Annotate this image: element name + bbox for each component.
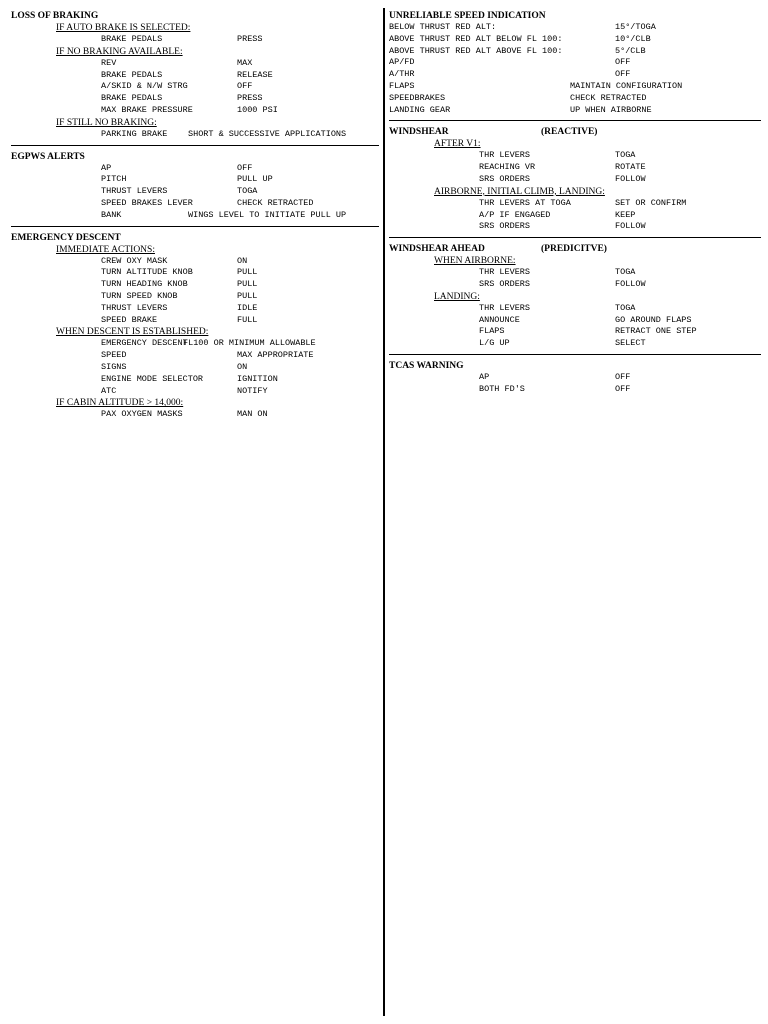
checklist-section — [389, 120, 761, 233]
checklist-action: IDLE — [237, 302, 258, 313]
checklist-item: SPEED — [101, 350, 127, 361]
checklist-row — [11, 70, 379, 82]
checklist-action: SET OR CONFIRM — [615, 197, 687, 208]
checklist-item: TURN HEADING KNOB — [101, 279, 188, 290]
checklist-action: OFF — [615, 371, 631, 382]
checklist-row — [389, 174, 761, 186]
right-column — [389, 10, 761, 399]
checklist-item: AP/FD — [389, 57, 415, 68]
checklist-section — [11, 226, 379, 422]
checklist-row — [389, 69, 761, 81]
checklist-action: TOGA — [615, 150, 636, 161]
checklist-item: LANDING GEAR — [389, 104, 451, 115]
checklist-item: TURN ALTITUDE KNOB — [101, 267, 193, 278]
checklist-row — [11, 210, 379, 222]
condition-heading: WHEN DESCENT IS ESTABLISHED: — [56, 327, 209, 338]
checklist-action: SHORT & SUCCESSIVE APPLICATIONS — [188, 128, 347, 139]
checklist-action: 10°/CLB — [615, 33, 651, 44]
condition-heading: AFTER V1: — [434, 139, 481, 150]
section-title-text: TCAS WARNING — [389, 360, 464, 371]
column-divider — [383, 8, 385, 1016]
section-title-text: UNRELIABLE SPEED INDICATION — [389, 11, 546, 21]
checklist-row — [389, 46, 761, 58]
checklist-action: OFF — [615, 57, 631, 68]
checklist-row — [389, 326, 761, 338]
checklist-row — [389, 384, 761, 396]
checklist-action: 15°/TOGA — [615, 22, 656, 32]
checklist-item: SRS ORDERS — [479, 278, 531, 289]
checklist-action: PULL — [237, 279, 258, 290]
checklist-row — [389, 338, 761, 350]
checklist-action: NOTIFY — [237, 385, 268, 396]
section-title-text: EGPWS ALERTS — [11, 151, 85, 162]
checklist-row — [11, 350, 379, 362]
checklist-row — [389, 279, 761, 291]
checklist-action: OFF — [615, 69, 631, 80]
checklist-item: SRS ORDERS — [479, 173, 531, 184]
checklist-item: PITCH — [101, 174, 127, 185]
checklist-action: TOGA — [615, 267, 636, 278]
checklist-item: ATC — [101, 385, 117, 396]
condition-heading: IF AUTO BRAKE IS SELECTED: — [56, 23, 191, 33]
checklist-action: MAINTAIN CONFIGURATION — [570, 80, 683, 91]
checklist-action: RELEASE — [237, 69, 273, 80]
checklist-row — [11, 129, 379, 141]
checklist-section — [11, 10, 379, 141]
checklist-item: SPEEDBRAKES — [389, 92, 446, 103]
checklist-row — [389, 57, 761, 69]
checklist-row — [11, 374, 379, 386]
checklist-action: 1000 PSI — [237, 104, 278, 115]
checklist-row — [11, 256, 379, 268]
checklist-row — [11, 163, 379, 175]
checklist-item: SPEED BRAKES LEVER — [101, 197, 193, 208]
checklist-row — [389, 22, 761, 34]
checklist-row — [11, 409, 379, 421]
checklist-action: ROTATE — [615, 162, 646, 173]
checklist-row — [389, 267, 761, 279]
checklist-row — [389, 81, 761, 93]
condition-heading: IMMEDIATE ACTIONS: — [56, 244, 155, 255]
checklist-row — [389, 315, 761, 327]
checklist-item: REV — [101, 57, 117, 68]
checklist-action: RETRACT ONE STEP — [615, 326, 697, 337]
section-title — [11, 232, 379, 244]
section-subtitle: (PREDICITVE) — [541, 244, 607, 255]
checklist-row — [11, 93, 379, 105]
checklist-item: SRS ORDERS — [479, 221, 531, 232]
checklist-action: OFF — [615, 383, 631, 394]
checklist-row — [11, 186, 379, 198]
checklist-action: FULL — [237, 314, 258, 325]
section-title — [389, 126, 761, 138]
checklist-item: A/P IF ENGAGED — [479, 209, 551, 220]
checklist-item: A/SKID & N/W STRG — [101, 81, 188, 92]
section-title — [389, 243, 761, 255]
checklist-item: BELOW THRUST RED ALT: — [389, 22, 497, 32]
condition-heading: WHEN AIRBORNE: — [434, 256, 516, 267]
checklist-action: PRESS — [237, 34, 263, 44]
checklist-action: WINGS LEVEL TO INITIATE PULL UP — [188, 209, 347, 220]
checklist-row — [389, 162, 761, 174]
checklist-item: THR LEVERS — [479, 150, 531, 161]
checklist-section — [389, 354, 761, 396]
section-title-text: WINDSHEAR — [389, 127, 449, 138]
checklist-action: MAX — [237, 57, 253, 68]
checklist-item: AP — [101, 162, 112, 173]
checklist-action: GO AROUND FLAPS — [615, 314, 692, 325]
section-subtitle: (REACTIVE) — [541, 127, 598, 138]
section-title — [11, 151, 379, 163]
checklist-action: MAN ON — [237, 409, 268, 420]
checklist-item: PAX OXYGEN MASKS — [101, 409, 183, 420]
checklist-row — [389, 210, 761, 222]
checklist-row — [389, 150, 761, 162]
checklist-action: CHECK RETRACTED — [237, 197, 314, 208]
checklist-action: PRESS — [237, 93, 263, 104]
checklist-row — [11, 291, 379, 303]
checklist-row — [11, 362, 379, 374]
condition-heading: IF CABIN ALTITUDE > 14,000: — [56, 398, 184, 409]
checklist-row — [389, 303, 761, 315]
section-title — [389, 10, 761, 22]
checklist-action: OFF — [237, 162, 253, 173]
checklist-action: IGNITION — [237, 373, 278, 384]
checklist-item: ABOVE THRUST RED ALT ABOVE FL 100: — [389, 45, 563, 56]
checklist-row — [11, 198, 379, 210]
section-title — [389, 360, 761, 372]
checklist-item: THR LEVERS — [479, 267, 531, 278]
checklist-row — [11, 105, 379, 117]
checklist-item: PARKING BRAKE — [101, 128, 168, 139]
checklist-action: FOLLOW — [615, 221, 646, 232]
checklist-item: FLAPS — [479, 326, 505, 337]
checklist-action: ON — [237, 361, 248, 372]
checklist-action: TOGA — [237, 186, 258, 197]
checklist-row — [11, 174, 379, 186]
checklist-item: EMERGENCY DESCENT — [101, 338, 188, 349]
left-column — [11, 10, 379, 424]
checklist-action: MAX APPROPRIATE — [237, 350, 314, 361]
checklist-action: CHECK RETRACTED — [570, 92, 647, 103]
checklist-item: FLAPS — [389, 80, 415, 91]
checklist-item: TURN SPEED KNOB — [101, 290, 178, 301]
checklist-row — [11, 279, 379, 291]
checklist-item: BANK — [101, 209, 122, 220]
checklist-row — [11, 81, 379, 93]
checklist-item: THRUST LEVERS — [101, 302, 168, 313]
checklist-item: BRAKE PEDALS — [101, 93, 163, 104]
checklist-item: ABOVE THRUST RED ALT BELOW FL 100: — [389, 33, 563, 44]
checklist-action: ON — [237, 255, 248, 266]
checklist-row — [389, 34, 761, 46]
section-title — [11, 10, 379, 22]
checklist-item: ENGINE MODE SELECTOR — [101, 373, 204, 384]
checklist-row — [389, 198, 761, 210]
checklist-item: SPEED BRAKE — [101, 314, 158, 325]
checklist-row — [389, 221, 761, 233]
checklist-section — [389, 10, 761, 116]
condition-heading: IF NO BRAKING AVAILABLE: — [56, 46, 183, 57]
checklist-item: CREW OXY MASK — [101, 255, 168, 266]
condition-heading: LANDING: — [434, 291, 480, 302]
section-title-text: WINDSHEAR AHEAD — [389, 244, 485, 255]
checklist-action: PULL UP — [237, 174, 273, 185]
checklist-row — [389, 93, 761, 105]
condition-heading: AIRBORNE, INITIAL CLIMB, LANDING: — [434, 186, 605, 197]
checklist-item: ANNOUNCE — [479, 314, 520, 325]
checklist-item: MAX BRAKE PRESSURE — [101, 104, 193, 115]
checklist-action: UP WHEN AIRBORNE — [570, 104, 652, 115]
checklist-row — [389, 105, 761, 117]
checklist-action: TOGA — [615, 302, 636, 313]
checklist-section — [389, 237, 761, 350]
checklist-item: REACHING VR — [479, 162, 536, 173]
checklist-item: BRAKE PEDALS — [101, 34, 163, 44]
condition-heading: IF STILL NO BRAKING: — [56, 117, 157, 128]
checklist-action: SELECT — [615, 338, 646, 349]
checklist-item: A/THR — [389, 69, 415, 80]
checklist-action: FOLLOW — [615, 173, 646, 184]
checklist-item: BOTH FD'S — [479, 383, 525, 394]
checklist-row — [11, 303, 379, 315]
checklist-item: BRAKE PEDALS — [101, 69, 163, 80]
checklist-action: KEEP — [615, 209, 636, 220]
checklist-item: AP — [479, 371, 490, 382]
checklist-row — [11, 58, 379, 70]
checklist-row — [11, 386, 379, 398]
checklist-action: PULL — [237, 290, 258, 301]
checklist-row — [11, 338, 379, 350]
checklist-item: SIGNS — [101, 361, 127, 372]
checklist-action: FL100 OR MINIMUM ALLOWABLE — [183, 338, 316, 349]
checklist-row — [11, 34, 379, 46]
checklist-action: PULL — [237, 267, 258, 278]
checklist-row — [11, 267, 379, 279]
checklist-item: THR LEVERS AT TOGA — [479, 197, 571, 208]
checklist-action: FOLLOW — [615, 278, 646, 289]
checklist-item: THRUST LEVERS — [101, 186, 168, 197]
checklist-item: THR LEVERS — [479, 302, 531, 313]
section-title-text: LOSS OF BRAKING — [11, 11, 99, 21]
checklist-row — [389, 372, 761, 384]
checklist-action: 5°/CLB — [615, 45, 646, 56]
checklist-row — [11, 315, 379, 327]
checklist-action: OFF — [237, 81, 253, 92]
checklist-item: L/G UP — [479, 338, 510, 349]
checklist-section — [11, 145, 379, 222]
section-title-text: EMERGENCY DESCENT — [11, 232, 121, 243]
